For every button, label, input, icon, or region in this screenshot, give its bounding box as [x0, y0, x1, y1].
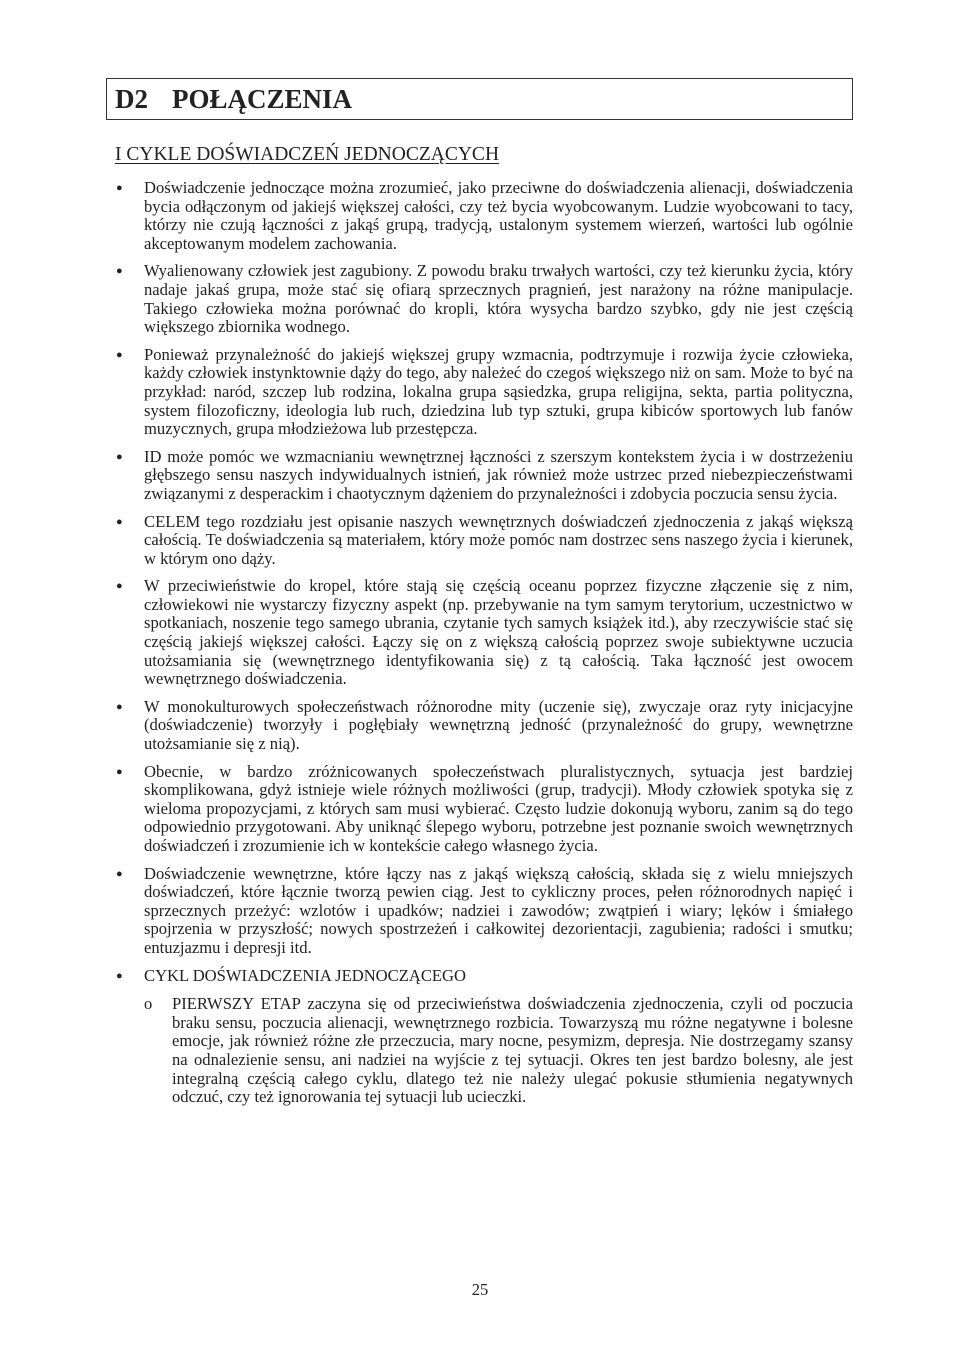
bullet-icon: ●	[116, 700, 123, 713]
bullet-icon: ●	[116, 450, 123, 463]
list-item	[106, 448, 853, 504]
bullet-icon: ●	[116, 515, 123, 528]
list-item	[106, 967, 853, 1107]
sub-list-item	[106, 995, 853, 1107]
list-item-text: W monokulturowych społeczeństwach różnorodne mity (uczenie się), zwyczaje oraz ryty inicjacyjne (doświadczenie) tworzyły i pogłębiały wewnętrzną jedność (przynależność do grupy, wewnętrzne utożsamianie się z nią).	[144, 696, 853, 754]
list-item	[106, 262, 853, 336]
list-item-text: CELEM tego rozdziału jest opisanie naszych wewnętrznych doświadczeń zjednoczenia z jakąś większą całością. Te doświadczenia są materiałem, który może pomóc nam dostrzec sens naszego życia i kierunek, w którym ono dąży.	[144, 511, 853, 568]
list-item-text: Ponieważ przynależność do jakiejś większej grupy wzmacnia, podtrzymuje i rozwija życie człowieka, każdy człowiek instynktownie dąży do tego, aby należeć do czegoś większego niż on sam. Może to być na przykład: naród, szczep lub rodzina, lokalna grupa sąsiedzka, grupa religijna, sekta, partia polityczna, system filozoficzny, ideologia lub ruch, dziedzina lub typ sztuki, grupa kibiców sportowych lub fanów muzycznych, grupa młodzieżowa lub przestępcza.	[144, 344, 853, 439]
section-title: I CYKLE DOŚWIADCZEŃ JEDNOCZĄCYCH	[115, 144, 500, 165]
page-number: 25	[471, 1280, 489, 1299]
chapter-header	[106, 78, 853, 120]
list-item-text: Doświadczenie jednoczące można zrozumieć, jako przeciwne do doświadczenia alienacji, doświadczenia bycia odłączonym od jakiejś większej całości, czy też bycia wyobcowanym. Ludzie wyobcowani to tacy, którzy nie czują łączności z jakąś grupą, tradycją, ustalonym systemem wierzeń, wartości lub ogólnie akceptowanym modelem zachowania.	[144, 178, 853, 253]
list-item-text: CYKL DOŚWIADCZENIA JEDNOCZĄCEGO	[144, 965, 467, 985]
bullet-list	[106, 179, 853, 1116]
bullet-icon: ●	[116, 765, 123, 778]
bullet-icon: ●	[116, 348, 123, 361]
bullet-icon: ●	[116, 580, 123, 593]
chapter-code: D2	[115, 83, 148, 114]
list-item	[106, 763, 853, 856]
chapter-title: POŁĄCZENIA	[172, 83, 353, 114]
list-item-text: W przeciwieństwie do kropel, które stają się częścią oceanu poprzez fizyczne złączenie się z nim, człowiekowi nie wystarczy fizyczny aspekt (np. przebywanie na tym samym terytorium, uczestnictwo w spotkaniach, noszenie tego samego ubrania, czytanie tych samych książek itd.), aby rzeczywiście stać się częścią jakiejś większej całości. Łączy się on z większą całością poprzez swoje subiektywne uczucia utożsamiania się (wewnętrznego identyfikowania się) z tą całością. Taka łączność jest owocem wewnętrznego doświadczenia.	[144, 576, 853, 689]
list-item	[106, 346, 853, 439]
sub-list-item-text: PIERWSZY ETAP zaczyna się od przeciwieństwa doświadczenia zjednoczenia, czyli od poczucia braku sensu, poczucia alienacji, wewnętrznego rozbicia. Towarzyszą mu różne negatywne i bolesne emocje, jak również różne złe przeczucia, mary nocne, pesymizm, depresja. Nie dostrzegamy szansy na odnalezienie sensu, ani nadziei na wyjście z tej sytuacji. Okres ten jest bardzo bolesny, ale jest integralną częścią całego cyklu, dlatego też nie należy ulegać pokusie stłumienia negatywnych odczuć, czy też ignorowania tej sytuacji lub ucieczki.	[172, 994, 853, 1107]
list-item-text: ID może pomóc we wzmacnianiu wewnętrznej łączności z szerszym kontekstem życia i w dostrzeżeniu głębszego sensu naszych indywidualnych istnień, jak również może ustrzec przed niebezpieczeństwami związanymi z desperackim i chaotycznym dążeniem do przynależności i zdobycia poczucia sensu życia.	[144, 446, 853, 503]
list-item-text: Obecnie, w bardzo zróżnicowanych społeczeństwach pluralistycznych, sytuacja jest bardziej skomplikowana, gdyż istnieje wiele różnych możliwości (grup, tradycji). Młody człowiek spotyka się z wieloma propozycjami, z których sam musi wybierać. Często ludzie dokonują wyboru, zanim są do tego odpowiednio przygotowani. Aby uniknąć ślepego wyboru, potrzebne jest poznanie swoich wewnętrznych doświadczeń i zrozumienie ich w kontekście całego własnego życia.	[144, 761, 853, 855]
list-item	[106, 179, 853, 253]
list-item	[106, 865, 853, 958]
list-item	[106, 698, 853, 754]
bullet-icon: ●	[116, 867, 123, 880]
list-item	[106, 577, 853, 689]
bullet-icon: ●	[116, 969, 123, 982]
list-item-text: Doświadczenie wewnętrzne, które łączy nas z jakąś większą całością, składa się z wielu mniejszych doświadczeń, które łącznie tworzą pewien ciąg. Jest to cykliczny proces, pełen różnorodnych napięć i sprzecznych przeżyć: wzlotów i upadków; nadziei i zawodów; zwątpień i wiary; lęków i śmiałego spojrzenia w przyszłość; nowych spostrzeżeń i całkowitej dezorientacji, zagubienia; radości i smutku; entuzjazmu i depresji itd.	[144, 863, 853, 957]
list-item-text: Wyalienowany człowiek jest zagubiony. Z powodu braku trwałych wartości, czy też kierunku życia, który nadaje jakaś grupa, może stać się ofiarą sprzecznych pragnień, jest narażony na różne manipulacje. Takiego człowieka można porównać do kropli, która wysycha bardzo szybko, gdy nie jest częścią większego zbiornika wodnego.	[144, 261, 853, 337]
bullet-icon: ●	[116, 182, 123, 194]
list-item	[106, 513, 853, 569]
bullet-icon: ●	[116, 265, 123, 278]
sub-bullet-marker: o	[144, 994, 153, 1014]
